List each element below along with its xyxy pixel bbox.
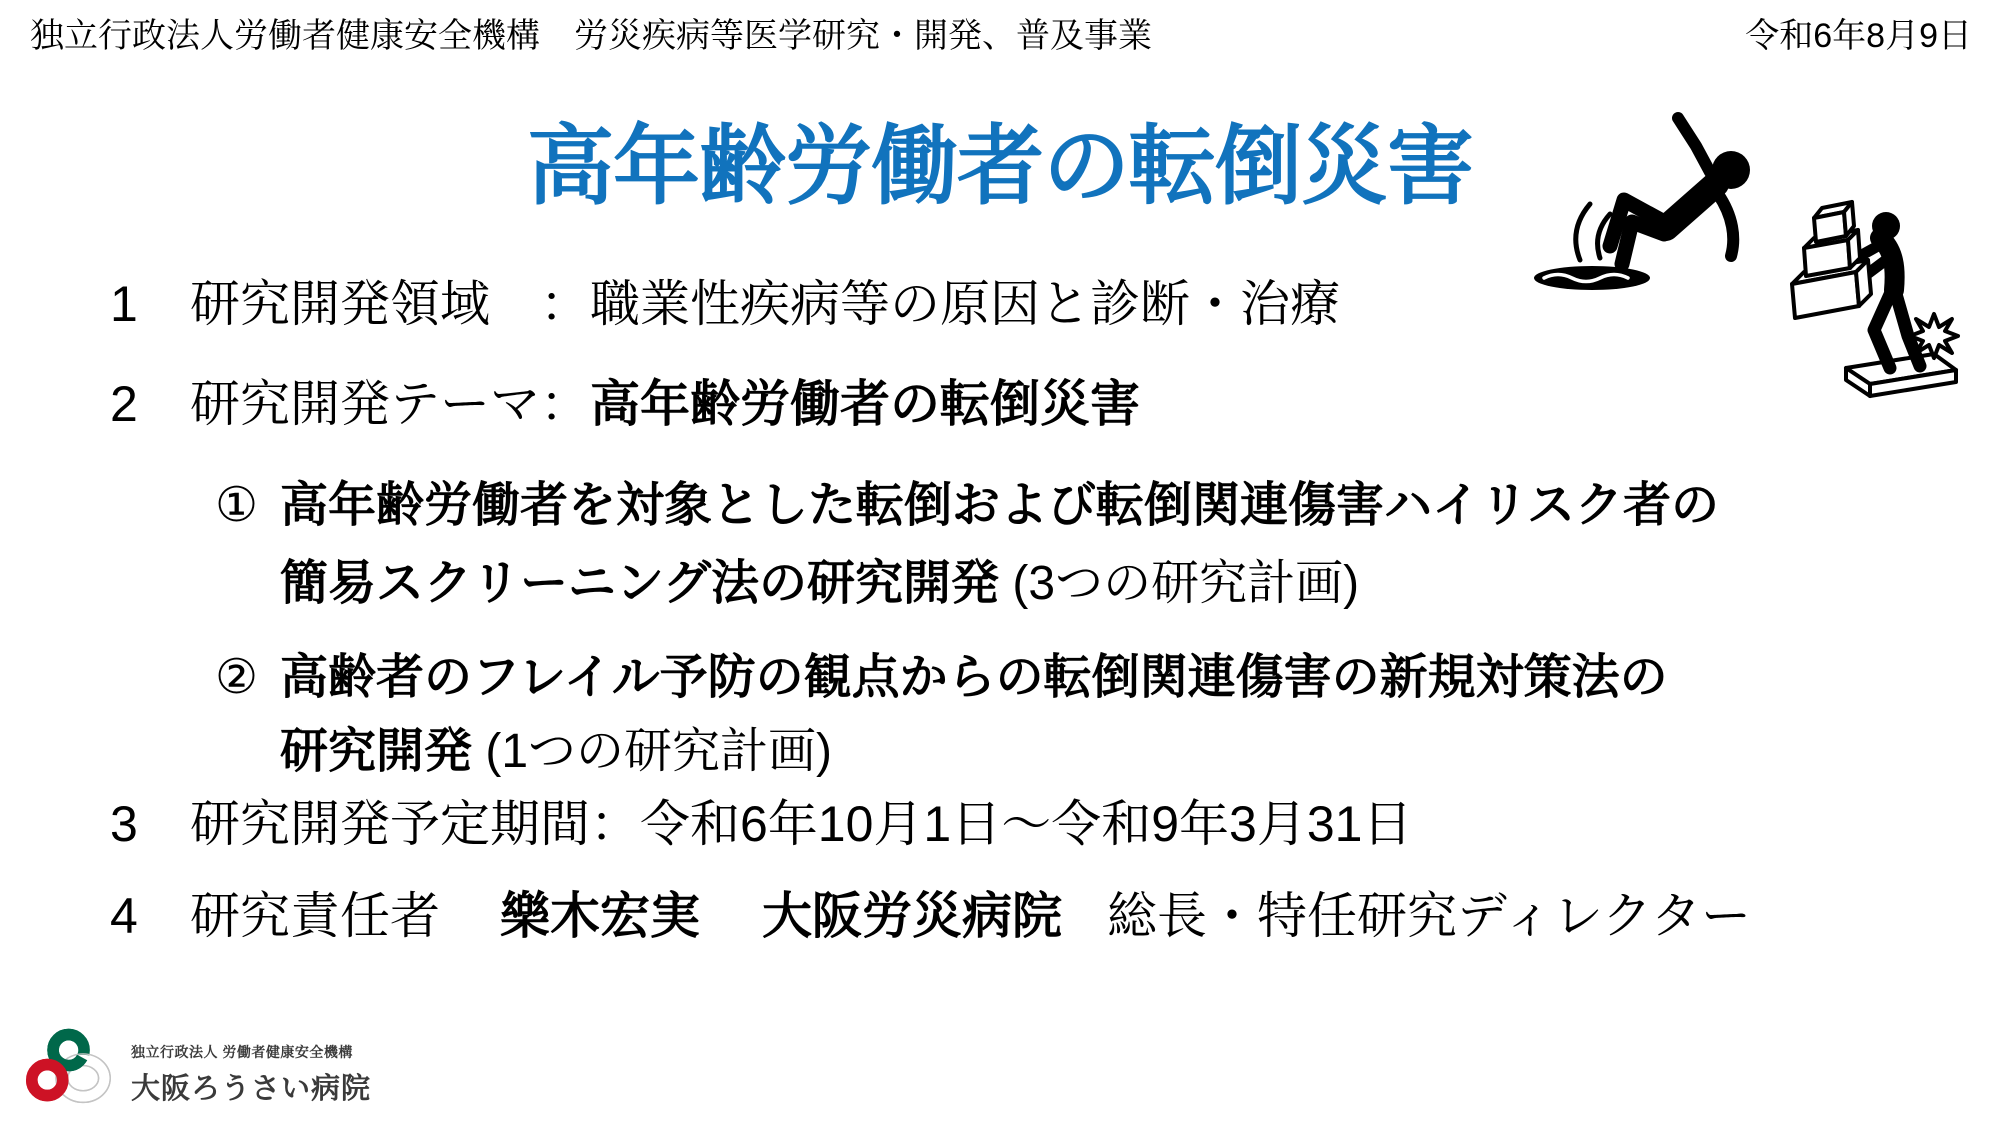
subitem-1-note: (3つの研究計画) [999,557,1360,610]
subitem-2-text: 高齢者のフレイル予防の観点からの転倒関連傷害の新規対策法の [280,651,1668,704]
subitem-1-marker: ① [215,479,259,532]
subitem-2-text-bold: 研究開発 [280,725,473,778]
stacked-boxes-shape [1792,202,1871,318]
head-shape [1712,151,1750,189]
item-number: 4 [110,888,138,944]
logo-hospital-name: 大阪ろうさい病院 [131,1073,372,1105]
hospital-logo-icon [25,1026,117,1110]
item2-value: 高年齢労働者の転倒災害 [590,376,1140,432]
researcher-position: 総長・特任研究ディレクター [1107,888,1751,944]
header [30,18,1972,55]
subitem-1-text-bold: 簡易スクリーニング法の研究開発 [280,557,1000,610]
header-date: 令和6年8月9日 [1745,17,1972,55]
item4-label: 研究責任者 [190,888,440,944]
slipping-person-icon [1528,106,1766,304]
item-number: 1 [110,276,138,332]
list-item-1 [110,276,1340,334]
item3-value: 令和6年10月1日～令和9年3月31日 [640,796,1413,852]
logo-org-name: 独立行政法人 労働者健康安全機構 [131,1044,353,1060]
subitem-2-line-1 [215,638,1668,707]
subitem-1-line-1 [215,466,1719,535]
subitem-2-marker: ② [215,651,259,704]
page-title: 高年齢労働者の転倒災害 [527,118,1473,215]
subitem-2-note: (1つの研究計画) [472,725,833,778]
item2-label: 研究開発テーマ： [190,376,590,432]
step-platform-shape [1846,354,1956,396]
impact-star-shape [1910,314,1958,358]
researcher-name: 樂木宏実 [500,888,700,944]
researcher-affiliation: 大阪労災病院 [762,888,1062,944]
puddle-shape [1534,266,1650,290]
item1-value: 職業性疾病等の原因と診断・治療 [590,276,1340,332]
list-item-2 [110,376,1140,434]
list-item-3 [110,796,1412,854]
item1-label: 研究開発領域 ： [190,276,590,332]
head-shape [1872,212,1900,240]
logo-text [131,1042,371,1107]
subitem-1-text: 高年齢労働者を対象とした転倒および転倒関連傷害ハイリスク者の [280,479,1720,532]
worker-carrying-boxes-tripping-icon [1786,196,1976,406]
subitem-1-line-2 [280,544,1359,613]
list-item-4 [110,888,1751,946]
item3-label: 研究開発予定期間： [190,796,640,852]
item-number: 3 [110,796,138,852]
header-program-text: 独立行政法人労働者健康安全機構 労災疾病等医学研究・開発、普及事業 [30,17,1152,55]
item-number: 2 [110,376,138,432]
subitem-2-line-2 [280,712,832,781]
footer-logo [25,1026,371,1110]
